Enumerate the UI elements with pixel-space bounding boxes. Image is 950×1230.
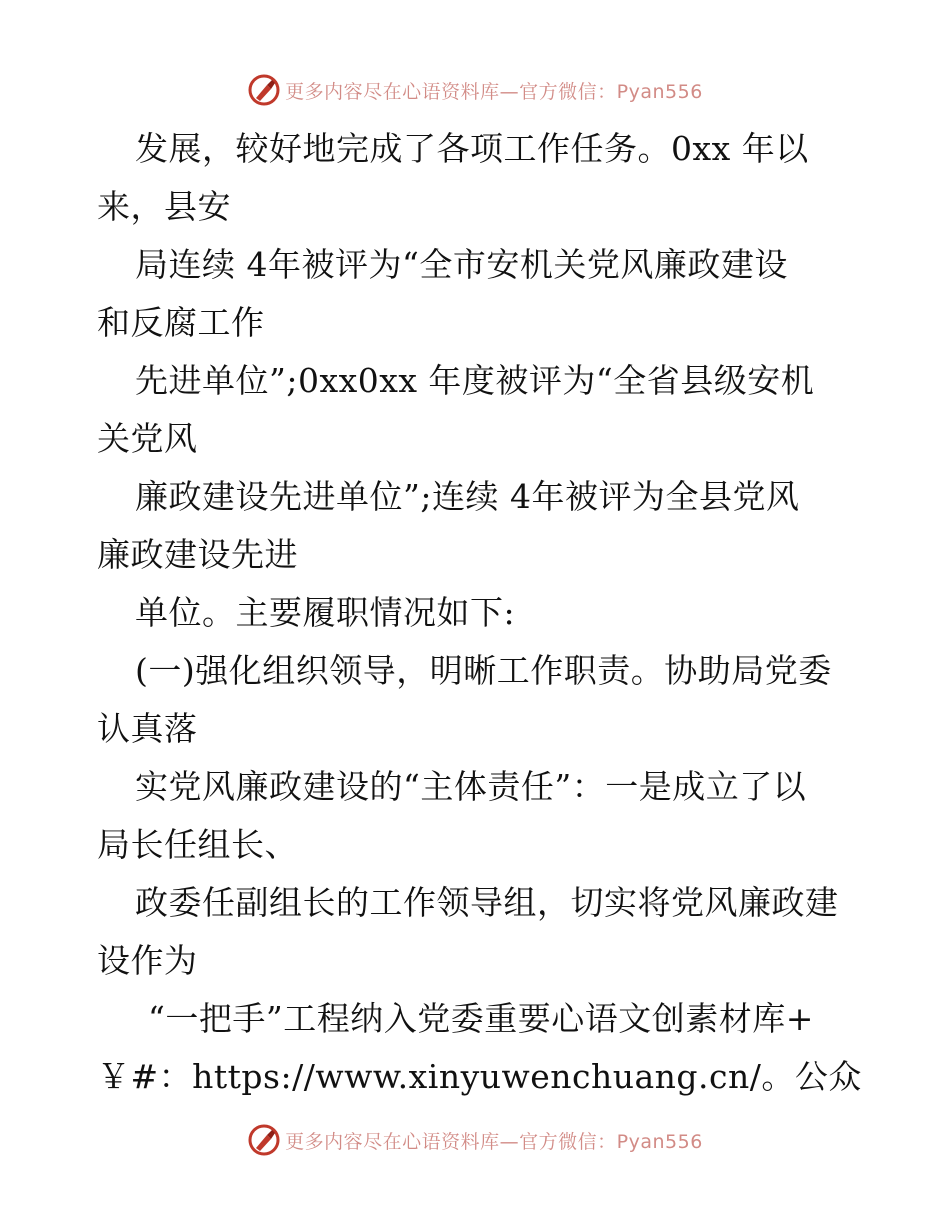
document-line-15: 设作为	[97, 941, 198, 980]
footer-banner	[0, 1120, 950, 1160]
document-line-9: 单位。主要履职情况如下:	[135, 593, 516, 632]
document-line-14: 政委任副组长的工作领导组，切实将党风廉政建	[135, 883, 839, 922]
document-line-6: 关党风	[97, 419, 198, 458]
document-line-13: 局长任组长、	[97, 825, 298, 864]
header-banner-text: 更多内容尽在心语资料库—官方微信：Pyan556	[285, 80, 703, 103]
document-line-16: “一把手”工程纳入党委重要心语文创素材库+	[148, 999, 814, 1038]
document-line-2: 来，县安	[97, 187, 231, 226]
document-line-7: 廉政建设先进单位”;连续 4年被评为全县党风	[135, 477, 800, 516]
pen-logo-icon	[247, 1123, 281, 1157]
document-line-1: 发展，较好地完成了各项工作任务。0xx 年以	[135, 129, 809, 168]
header-banner	[0, 70, 950, 110]
pen-logo-icon	[247, 73, 281, 107]
footer-banner-text: 更多内容尽在心语资料库—官方微信：Pyan556	[285, 1130, 703, 1153]
document-line-12: 实党风廉政建设的“主体责任”：一是成立了以	[135, 767, 807, 806]
document-line-8: 廉政建设先进	[97, 535, 298, 574]
document-line-3: 局连续 4年被评为“全市安机关党风廉政建设	[135, 245, 788, 284]
document-line-17: ￥#：https://www.xinyuwenchuang.cn/。公众	[97, 1057, 862, 1096]
document-line-4: 和反腐工作	[97, 303, 265, 342]
document-line-11: 认真落	[97, 709, 198, 748]
document-line-10: (一)强化组织领导，明晰工作职责。协助局党委	[135, 651, 832, 690]
document-line-5: 先进单位”;0xx0xx 年度被评为“全省县级安机	[135, 361, 815, 400]
